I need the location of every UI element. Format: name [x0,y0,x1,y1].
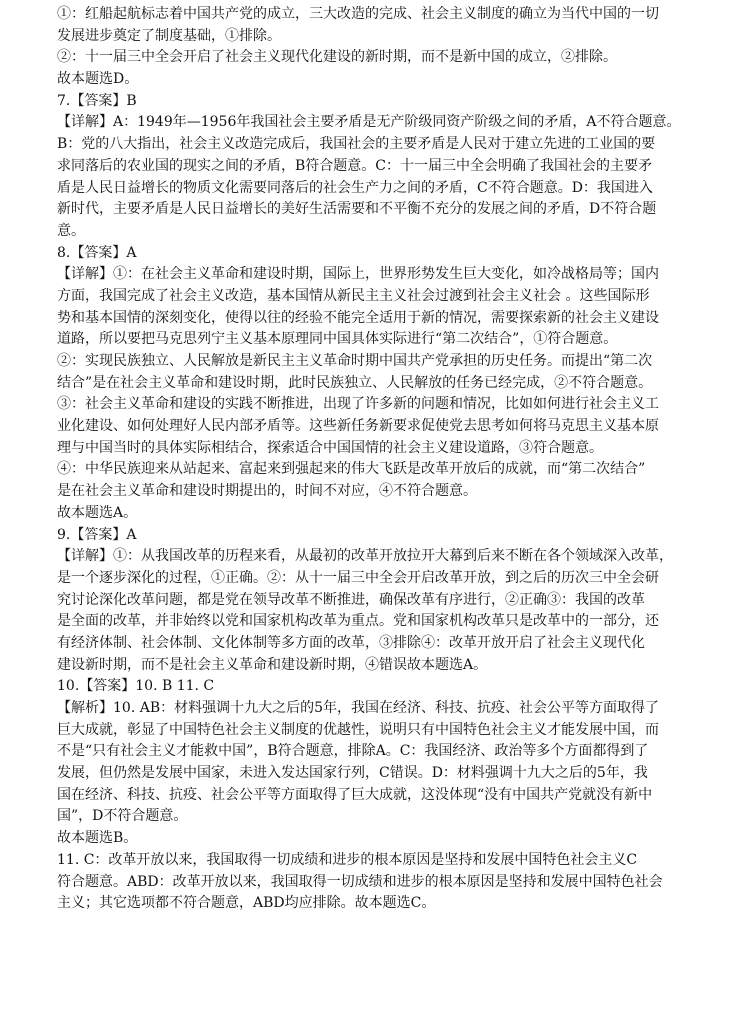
text-line: 结合”是在社会主义革命和建设时期，此时民族独立、人民解放的任务已经完成，②不符合题意。 [57,374,653,391]
text-line: 11. C：改革开放以来，我国取得一切成绩和进步的根本原因是坚持和发展中国特色社会主义C [57,851,638,868]
text-line: 9.【答案】A [57,526,137,543]
text-line: 8.【答案】A [57,244,137,261]
text-line: 【详解】A：1949年—1956年我国社会主要矛盾是无产阶级同资产阶级之间的矛盾，A不符合题意。 [57,114,681,131]
text-line: ④：中华民族迎来从站起来、富起来到强起来的伟大飞跃是改革开放后的成就，而“第二次结合” [57,461,646,478]
text-line: ③：社会主义革命和建设的实践不断推进，出现了许多新的问题和情况，比如如何进行社会主义工 [57,396,659,413]
text-line: 道路，所以要把马克思列宁主义基本原理同中国具体实际进行“第二次结合”，①符合题意。 [57,331,618,348]
text-line: 新时代，主要矛盾是人民日益增长的美好生活需要和不平衡不充分的发展之间的矛盾，D不符合题 [57,201,657,218]
text-line: 究讨论深化改革问题，都是党在领导改革不断推进，确保改革有序进行，②正确③：我国的改革 [57,591,645,608]
text-line: 建设新时期，而不是社会主义革命和建设新时期，④错误故本题选A。 [57,656,488,673]
text-line: 故本题选B。 [57,830,138,847]
text-line: ②：十一届三中全会开启了社会主义现代化建设的新时期，而不是新中国的成立，②排除。 [57,49,617,66]
text-line: 巨大成就，彰显了中国特色社会主义制度的优越性，说明只有中国特色社会主义才能发展中国，而 [57,721,659,738]
text-line: 有经济体制、社会体制、文化体制等多方面的改革，③排除④：改革开放开启了社会主义现代化 [57,634,645,651]
text-line: 发展，但仍然是发展中国家，未进入发达国家行列，C错误。D：材料强调十九大之后的5年，我 [57,765,648,782]
text-line: 发展进步奠定了制度基础，①排除。 [57,27,281,44]
text-line: 10.【答案】10. B 11. C [57,678,215,695]
text-line: 是在社会主义革命和建设时期提出的，时间不对应，④不符合题意。 [57,483,477,500]
text-line: B：党的八大指出，社会主义改造完成后，我国社会的主要矛盾是人民对于建立先进的工业国的要 [57,136,656,153]
text-line: 7.【答案】B [57,92,137,109]
text-line: 业化建设、如何处理好人民内部矛盾等。这些新任务新要求促使党去思考如何将马克思主义基本原 [57,418,659,435]
answer-document [57,4,689,915]
text-line: 是全面的改革，并非始终以党和国家机构改革为重点。党和国家机构改革只是改革中的一部分，还 [57,613,659,630]
text-line: 意。 [57,222,85,239]
text-line: 【详解】①：从我国改革的历程来看，从最初的改革开放拉开大幕到后来不断在各个领域深入改革， [57,548,673,565]
text-line: 故本题选A。 [57,504,138,521]
text-line: 不是“只有社会主义才能救中国”，B符合题意，排除A。C：我国经济、政治等多个方面都得到了 [57,743,649,760]
text-line: 符合题意。ABD：改革开放以来，我国取得一切成绩和进步的根本原因是坚持和发展中国特色社会 [57,873,663,890]
text-line: 主义；其它选项都不符合题意，ABD均应排除。故本题选C。 [57,895,436,912]
text-line: 【解析】10. AB：材料强调十九大之后的5年，我国在经济、科技、抗疫、社会公平等方面取得了 [57,700,660,716]
text-line: 是一个逐步深化的过程，①正确。②：从十一届三中全会开启改革开放，到之后的历次三中全会研 [57,569,659,586]
text-line: 势和基本国情的深刻变化，使得以往的经验不能完全适用于新的情况，需要探索新的社会主义建设 [57,309,659,326]
text-line: 国在经济、科技、抗疫、社会公平等方面取得了巨大成就，这没体现“没有中国共产党就没有新中 [57,786,653,803]
text-line: 盾是人民日益增长的物质文化需要同落后的社会生产力之间的矛盾，C不符合题意。D：我国进入 [57,179,653,196]
text-line: ①：红船起航标志着中国共产党的成立，三大改造的完成、社会主义制度的确立为当代中国的一切 [57,6,659,22]
text-line: 求同落后的农业国的现实之间的矛盾，B符合题意。C：十一届三中全会明确了我国社会的主要矛 [57,157,652,174]
text-line: 方面，我国完成了社会主义改造，基本国情从新民主主义社会过渡到社会主义社会 。这些国际形 [57,287,650,304]
text-line: 理与中国当时的具体实际相结合，探索适合中国国情的社会主义建设道路，③符合题意。 [57,439,603,456]
text-line: 【详解】①：在社会主义革命和建设时期，国际上，世界形势发生巨大变化，如冷战格局等；国内 [57,266,659,283]
text-line: 国”，D不符合题意。 [57,808,188,825]
text-line: 故本题选D。 [57,71,139,88]
text-line: ②：实现民族独立、人民解放是新民主主义革命时期中国共产党承担的历史任务。而提出“第二次 [57,353,653,369]
